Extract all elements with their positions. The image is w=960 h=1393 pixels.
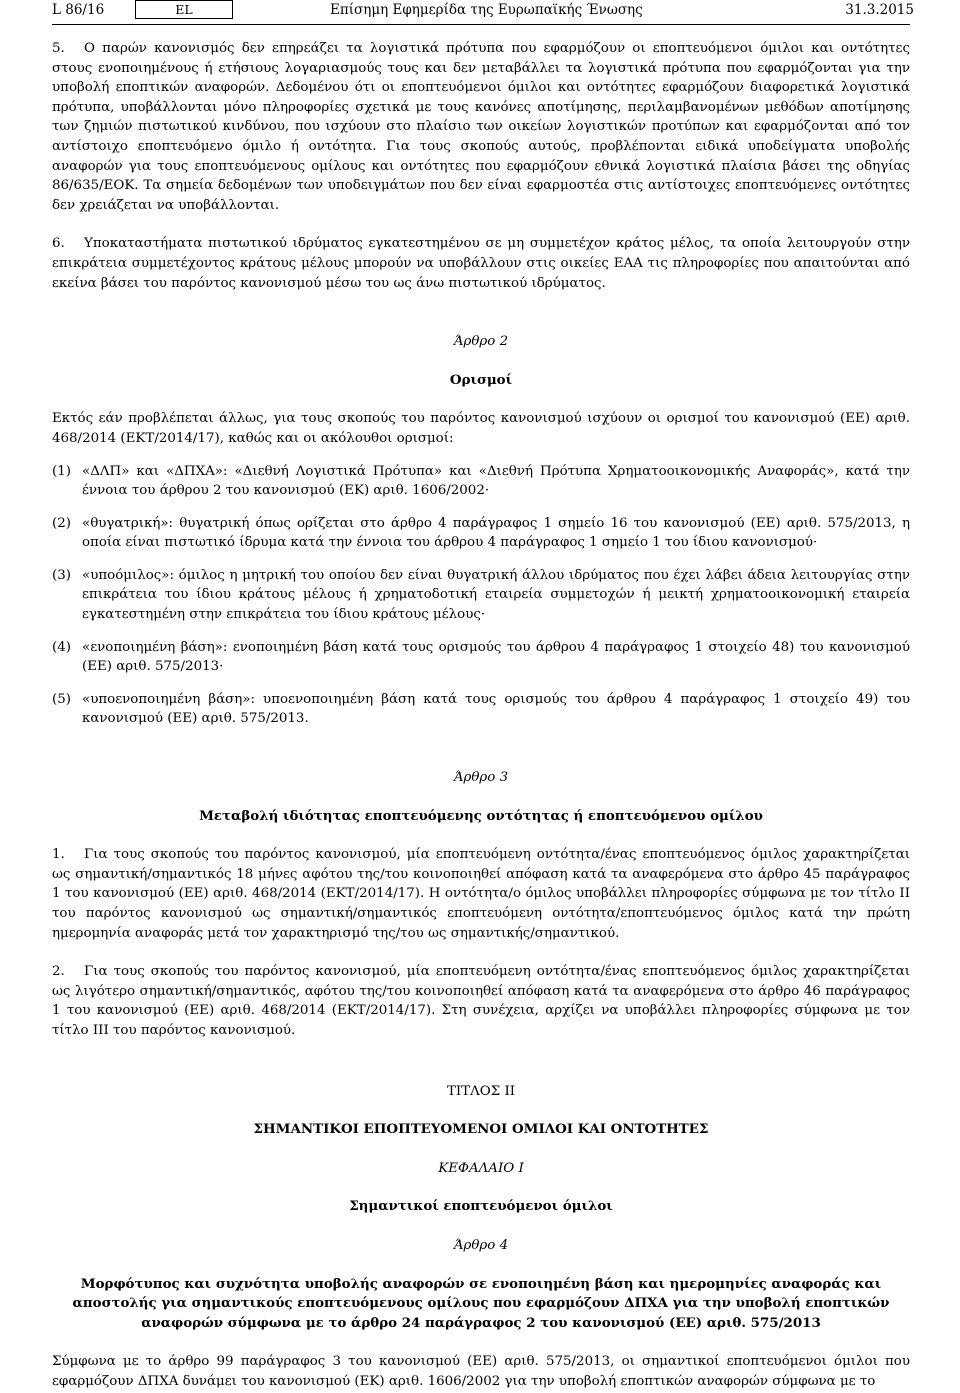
definition-item [52,638,910,677]
article-3-label: Άρθρο 3 [453,770,509,786]
paragraph-number: 2. [52,964,65,980]
definition-number: (1) [52,463,71,479]
article-4-text: Σύμφωνα με το άρθρο 99 παράγραφος 3 του κανονισμού (ΕΕ) αριθ. 575/2013, οι σημαντικοί εποπτευόμενοι όμιλοι που εφαρμόζουν ΔΠΧΑ δυνάμει του κανονισμού (ΕΚ) αριθ. 1606/2002 για την υποβολή εποπτικών αναφορών σύμφωνα με το [52,1354,910,1389]
paragraph-number: 5. [52,41,65,56]
article-4-heading: Μορφότυπος και συχνότητα υποβολής αναφορών σε ενοποιημένη βάση και ημερομηνίες αναφοράς και αποστολής για σημαντικούς εποπτευόμενους ομίλους που εφαρμόζουν ΔΠΧΑ για την υποβολή εποπτικών αναφορών σύμφωνα με το άρθρο 24 παράγραφος 2 του κανονισμού (ΕΕ) αριθ. 575/2013 [72,1275,890,1331]
article-3-paragraph-2 [52,962,910,1040]
chapter-1-heading: Σημαντικοί εποπτευόμενοι όμιλοι [349,1198,613,1215]
article-3-paragraph-1 [52,845,910,943]
article-3-heading: Μεταβολή ιδιότητας εποπτευόμενης οντότητας ή εποπτευόμενου ομίλου [199,807,763,824]
paragraph-5 [52,39,910,215]
paragraph-number: 1. [52,847,65,863]
chapter-1-label: ΚΕΦΑΛΑΙΟ I [438,1160,524,1176]
definition-item [52,566,910,625]
definition-number: (3) [52,567,71,583]
paragraph-6 [52,234,910,293]
definition-text: «θυγατρική»: θυγατρική όπως ορίζεται στο άρθρο 4 παράγραφος 1 σημείο 16 του κανονισμού (ΕΕ) αριθ. 575/2013, η οποία είναι πιστωτικό ίδρυμα κατά την έννοια του άρθρου 4 παράγραφος 1 σημείο 1 του ίδιου κανονισμού· [82,515,910,551]
paragraph-text: Ο παρών κανονισμός δεν επηρεάζει τα λογιστικά πρότυπα που εφαρμόζουν οι εποπτευόμενοι όμιλοι και οντότητες στους ενοποιημένους ή ετήσιους λογαριασμούς τους και δεν μεταβάλλει τα λογιστικά πρότυπα που εφαρμόζονται για την υποβολή εποπτικών αναφορών. Δεδομένου ότι οι εποπτευόμενοι όμιλοι και οντότητες εφαρμόζουν διαφορετικά λογιστικά πρότυπα, υποβάλλονται μόνο πληροφορίες σχετικά με τους κανόνες αποτίμησης, περιλαμβανομένων μεθόδων αποτίμησης των ζημιών πιστωτικού κινδύνου, που ισχύουν στο πλαίσιο των οικείων λογιστικών προτύπων και εφαρμόζονται από τον αντίστοιχο εποπτευόμενο όμιλο ή οντότητα. Για τους σκοπούς αυτούς, προβλέπονται ειδικά υποδείγματα υποβολής αναφορών για τους εποπτευόμενους ομίλους και οντότητες που εφαρμόζουν εθνικά λογιστικά πλαίσια βάσει της οδηγίας 86/635/ΕΟΚ. Τα σημεία δεδομένων των υποδειγμάτων που δεν είναι εφαρμοστέα στις αντίστοιχες εποπτευόμενες οντότητες δεν χρειάζεται να υποβάλλονται. [52,41,910,213]
definition-text: «ΔΛΠ» και «ΔΠΧΑ»: «Διεθνή Λογιστικά Πρότυπα» και «Διεθνή Πρότυπα Χρηματοοικονομικής Αναφοράς», κατά την έννοια του άρθρου 2 του κανονισμού (ΕΚ) αριθ. 1606/2002· [82,463,910,499]
definition-text: «υποόμιλος»: όμιλος η μητρική του οποίου δεν είναι θυγατρική άλλου ιδρύματος που έχει λάβει άδεια λειτουργίας στην επικράτεια του ίδιου κράτους μέλους ή χρηματοδοτική εταιρεία συμμετοχών ή μεικτή χρηματοοικονομική εταιρεία εγκατεστημένη στην επικράτεια του ίδιου κράτους μέλους· [82,567,910,623]
article-4-label: Άρθρο 4 [453,1237,509,1253]
definition-number: (4) [52,639,71,655]
paragraph-number: 6. [52,236,65,252]
paragraph-text: Για τους σκοπούς του παρόντος κανονισμού, μία εποπτευόμενη οντότητα/ένας εποπτευόμενος όμιλος χαρακτηρίζεται ως λιγότερο σημαντική/σημαντικός, αφότου της/του κοινοποιηθεί απόφαση κατά τα αναφερόμενα στο άρθρο 46 παράγραφος 1 του κανονισμού (ΕΕ) αριθ. 468/2014 (ΕΚΤ/2014/17). Στη συνέχεια, αρχίζει να υποβάλλει πληροφορίες σύμφωνα με τον τίτλο III του παρόντος κανονισμού. [52,964,910,1038]
journal-title: Επίσημη Εφημερίδα της Ευρωπαϊκής Ένωσης [330,2,643,18]
publication-date: 31.3.2015 [845,2,914,18]
definition-number: (2) [52,515,71,531]
paragraph-text: Για τους σκοπούς του παρόντος κανονισμού, μία εποπτευόμενη οντότητα/ένας εποπτευόμενος όμιλος χαρακτηρίζεται ως σημαντική/σημαντικός 18 μήνες αφότου της/του κοινοποιηθεί απόφαση κατά τα αναφερόμενα στο άρθρο 45 παράγραφος 1 του κανονισμού (ΕΕ) αριθ. 468/2014 (ΕΚΤ/2014/17). Η οντότητα/ο όμιλος υποβάλλει πληροφορίες σύμφωνα με τον τίτλο II του παρόντος κανονισμού ως σημαντική/σημαντικός εποπτευόμενη οντότητα/εποπτευόμενος όμιλος κατά την πρώτη ημερομηνία αναφοράς μετά τον χαρακτηρισμό της/του ως σημαντικής/σημαντικού. [52,847,910,941]
document-body [52,25,910,1392]
article-2-intro: Εκτός εάν προβλέπεται άλλως, για τους σκοπούς του παρόντος κανονισμού ισχύουν οι ορισμοί του κανονισμού (ΕΕ) αριθ. 468/2014 (ΕΚΤ/2014/17), καθώς και οι ακόλουθοι ορισμοί: [52,411,910,446]
definition-text: «ενοποιημένη βάση»: ενοποιημένη βάση κατά τους ορισμούς του άρθρου 4 παράγραφος 1 στοιχείο 48) του κανονισμού (ΕΕ) αριθ. 575/2013· [82,639,910,675]
title-2-label: ΤΙΤΛΟΣ II [446,1083,516,1099]
definition-item [52,690,910,729]
paragraph-text: Υποκαταστήματα πιστωτικού ιδρύματος εγκατεστημένου σε μη συμμετέχον κράτος μέλος, τα οποία λειτουργούν στην επικράτεια συμμετέχοντος κράτους μέλους μπορούν να υποβάλλουν στις οικείες ΕΑΑ τις πληροφορίες που απαιτούνται από εκείνα βάσει του παρόντος κανονισμού μέσω του ως άνω πιστωτικού ιδρύματος. [52,236,910,291]
language-badge: EL [135,0,233,19]
definition-number: (5) [52,691,71,707]
definition-item [52,462,910,501]
article-2-heading: Ορισμοί [449,371,513,388]
definition-item [52,514,910,553]
article-2-label: Άρθρο 2 [453,334,509,350]
title-2-heading: ΣΗΜΑΝΤΙΚΟΙ ΕΠΟΠΤΕΥΟΜΕΝΟΙ ΟΜΙΛΟΙ ΚΑΙ ΟΝΤΟΤΗΤΕΣ [253,1121,709,1138]
definition-text: «υποενοποιημένη βάση»: υποενοποιημένη βάση κατά τους ορισμούς του άρθρου 4 παράγραφος 1 στοιχείο 49) του κανονισμού (ΕΕ) αριθ. 575/2013. [82,691,910,727]
journal-page [52,0,914,1392]
page-reference: L 86/16 [52,2,105,18]
page-header [52,0,914,25]
